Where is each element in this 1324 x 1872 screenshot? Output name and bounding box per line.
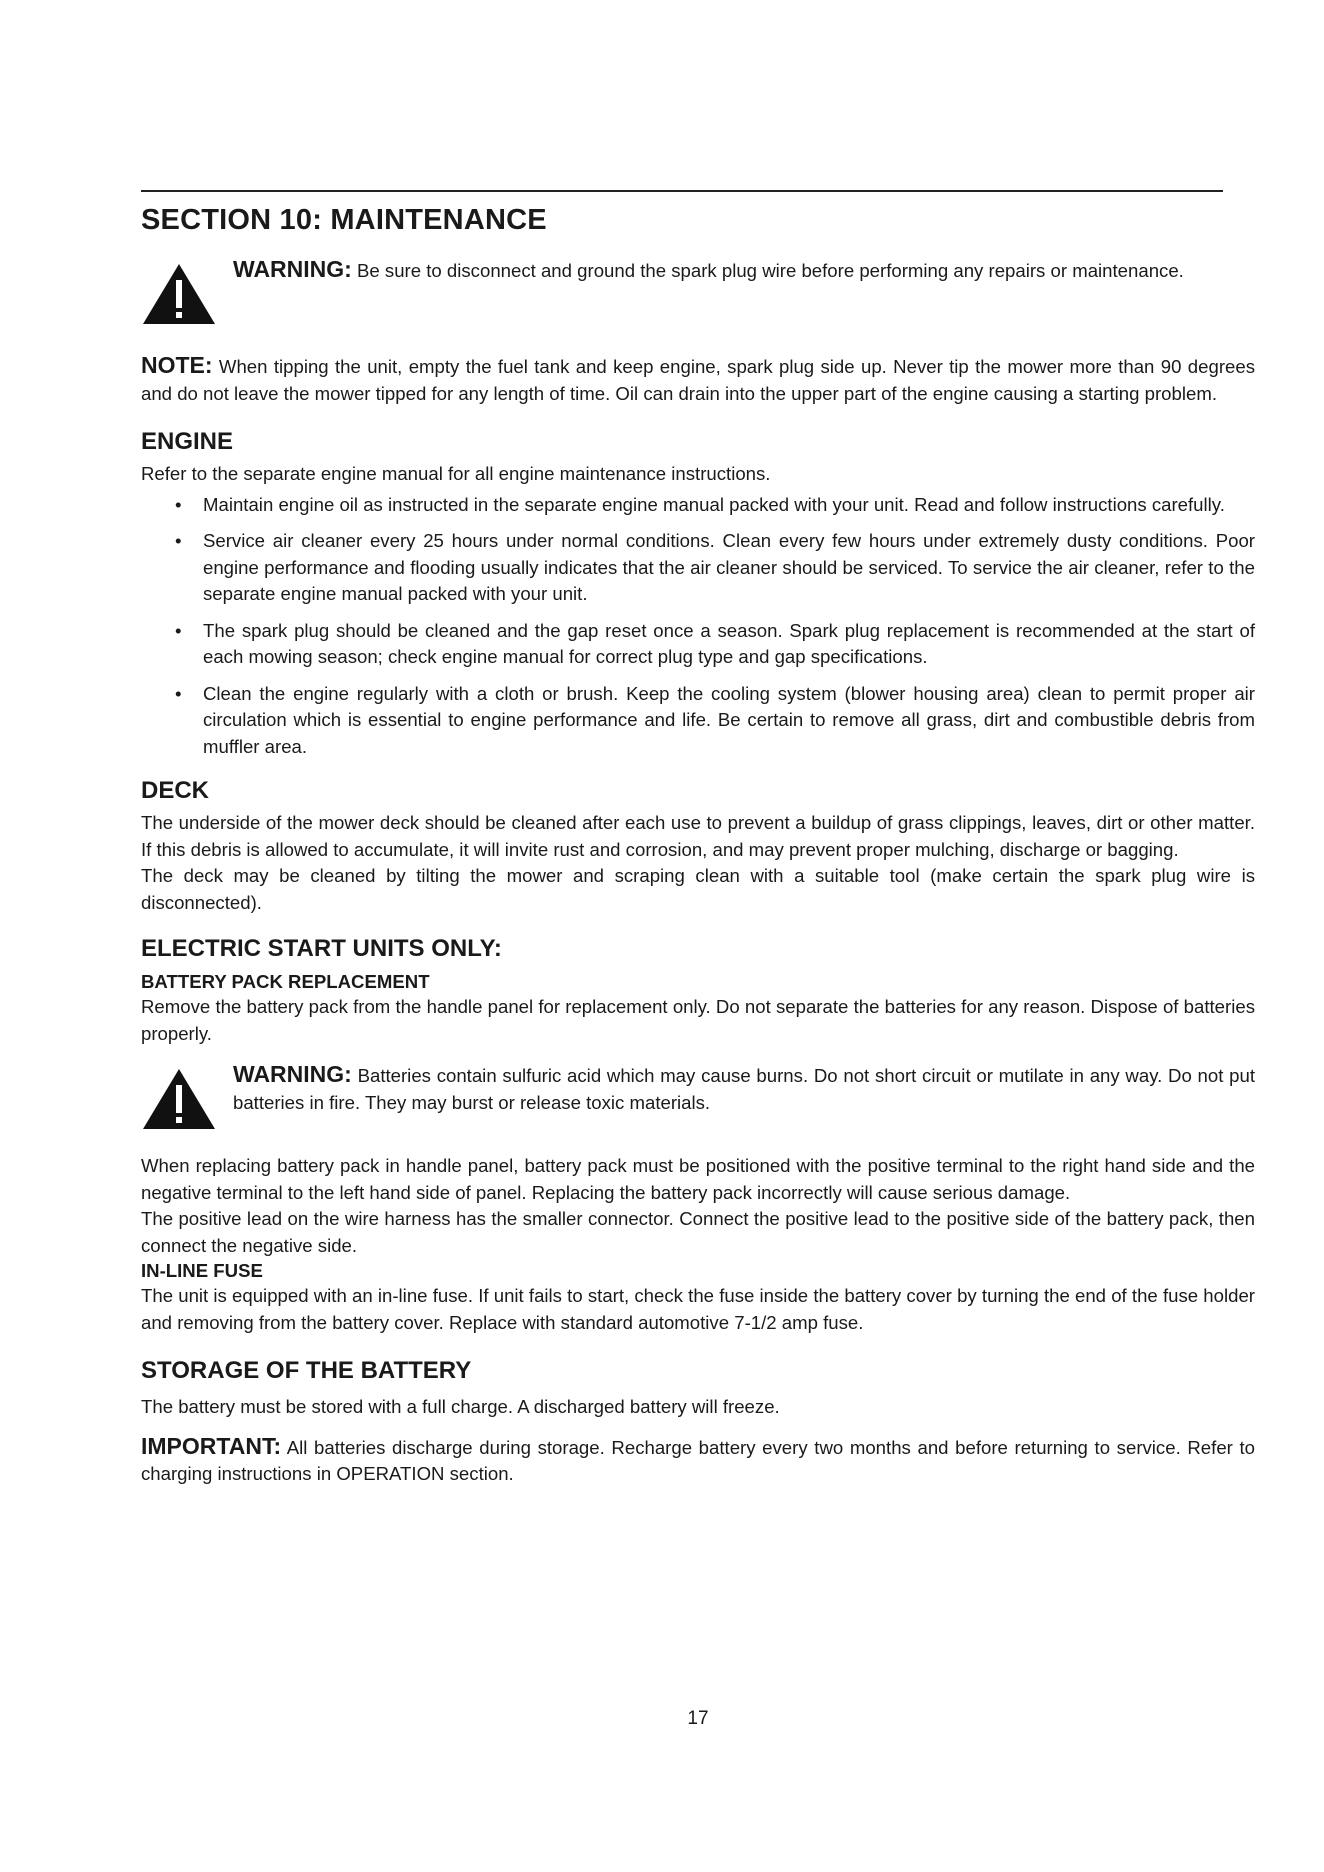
- page-content: [141, 256, 1255, 1488]
- battery-warning-block: [141, 1061, 1255, 1143]
- list-item: • Service air cleaner every 25 hours under normal conditions. Clean every few hours under extremely dusty conditions. Poor engine performance and flooding usually indicates that the air cleaner should be serviced. To service the air cleaner, refer to the separate engine manual packed with your unit.: [141, 528, 1255, 608]
- deck-paragraph-1: The underside of the mower deck should be cleaned after each use to prevent a buildup of grass clippings, leaves, dirt or other matter. If this debris is allowed to accumulate, it will invite rust and corrosion, and may prevent proper mulching, discharge or bagging.: [141, 812, 1255, 860]
- warning-triangle-icon: [141, 262, 217, 326]
- in-line-fuse-heading: IN-LINE FUSE: [141, 1260, 263, 1281]
- warning-lead: WARNING:: [233, 256, 352, 282]
- engine-bullet-list: [141, 492, 1255, 761]
- warning-block: [141, 256, 1255, 338]
- note-paragraph: [141, 352, 1255, 407]
- engine-heading: ENGINE: [141, 428, 234, 455]
- note-lead: NOTE:: [141, 352, 213, 378]
- deck-paragraph-2: The deck may be cleaned by tilting the mower and scraping clean with a suitable tool (make certain the spark plug wire is disconnected).: [141, 865, 1255, 913]
- battery-replace-text: When replacing battery pack in handle panel, battery pack must be positioned with the positive terminal to the right hand side and the negative terminal to the left hand side of panel. Replacing the battery pack incorrectly will cause serious damage.: [141, 1155, 1255, 1203]
- battery-warning-lead: WARNING:: [233, 1061, 352, 1087]
- in-line-fuse-text: The unit is equipped with an in-line fuse. If unit fails to start, check the fuse inside the battery cover by turning the end of the fuse holder and removing from the battery cover. Replace with standard automotive 7-1/2 amp fuse.: [141, 1285, 1255, 1333]
- storage-heading: STORAGE OF THE BATTERY: [141, 1357, 472, 1384]
- list-item: • Clean the engine regularly with a cloth or brush. Keep the cooling system (blower housing area) clean to permit proper air circulation which is essential to engine performance and life. Be certain to remove all grass, dirt and combustible debris from muffler area.: [141, 681, 1255, 761]
- battery-warning-text: [233, 1061, 1255, 1116]
- top-rule: [141, 190, 1223, 192]
- note-body: When tipping the unit, empty the fuel tank and keep engine, spark plug side up. Never tip the mower more than 90 degrees and do not leave the mower tipped for any length of time. Oil can drain into the upper part of the engine causing a starting problem.: [141, 356, 1255, 404]
- section-title: SECTION 10: MAINTENANCE: [141, 204, 547, 236]
- engine-intro: Refer to the separate engine manual for all engine maintenance instructions.: [141, 463, 771, 484]
- positive-lead-text: The positive lead on the wire harness has the smaller connector. Connect the positive lead to the positive side of the battery pack, then connect the negative side.: [141, 1208, 1255, 1256]
- important-body: All batteries discharge during storage. Recharge battery every two months and before returning to service. Refer to charging instructions in OPERATION section.: [141, 1436, 1255, 1484]
- warning-body: Be sure to disconnect and ground the spark plug wire before performing any repairs or maintenance.: [351, 260, 1184, 281]
- important-lead: IMPORTANT:: [141, 1432, 282, 1459]
- list-item: • Maintain engine oil as instructed in the separate engine manual packed with your unit. Read and follow instructions carefully.: [141, 492, 1255, 519]
- warning-text: [233, 256, 1255, 285]
- battery-pack-text: Remove the battery pack from the handle panel for replacement only. Do not separate the batteries for any reason. Dispose of batteries properly.: [141, 996, 1255, 1044]
- important-paragraph: [141, 1433, 1255, 1488]
- list-item: • The spark plug should be cleaned and the gap reset once a season. Spark plug replacement is recommended at the start of each mowing season; check engine manual for correct plug type and gap specifications.: [141, 618, 1255, 671]
- battery-pack-heading: BATTERY PACK REPLACEMENT: [141, 971, 430, 992]
- page-number: 17: [687, 1708, 709, 1729]
- storage-text: The battery must be stored with a full charge. A discharged battery will freeze.: [141, 1396, 780, 1417]
- deck-heading: DECK: [141, 777, 210, 804]
- battery-warning-body: Batteries contain sulfuric acid which may cause burns. Do not short circuit or mutilate in any way. Do not put batteries in fire. They may burst or release toxic materials.: [233, 1065, 1255, 1113]
- electric-start-heading: ELECTRIC START UNITS ONLY:: [141, 935, 502, 962]
- warning-triangle-icon: [141, 1067, 217, 1131]
